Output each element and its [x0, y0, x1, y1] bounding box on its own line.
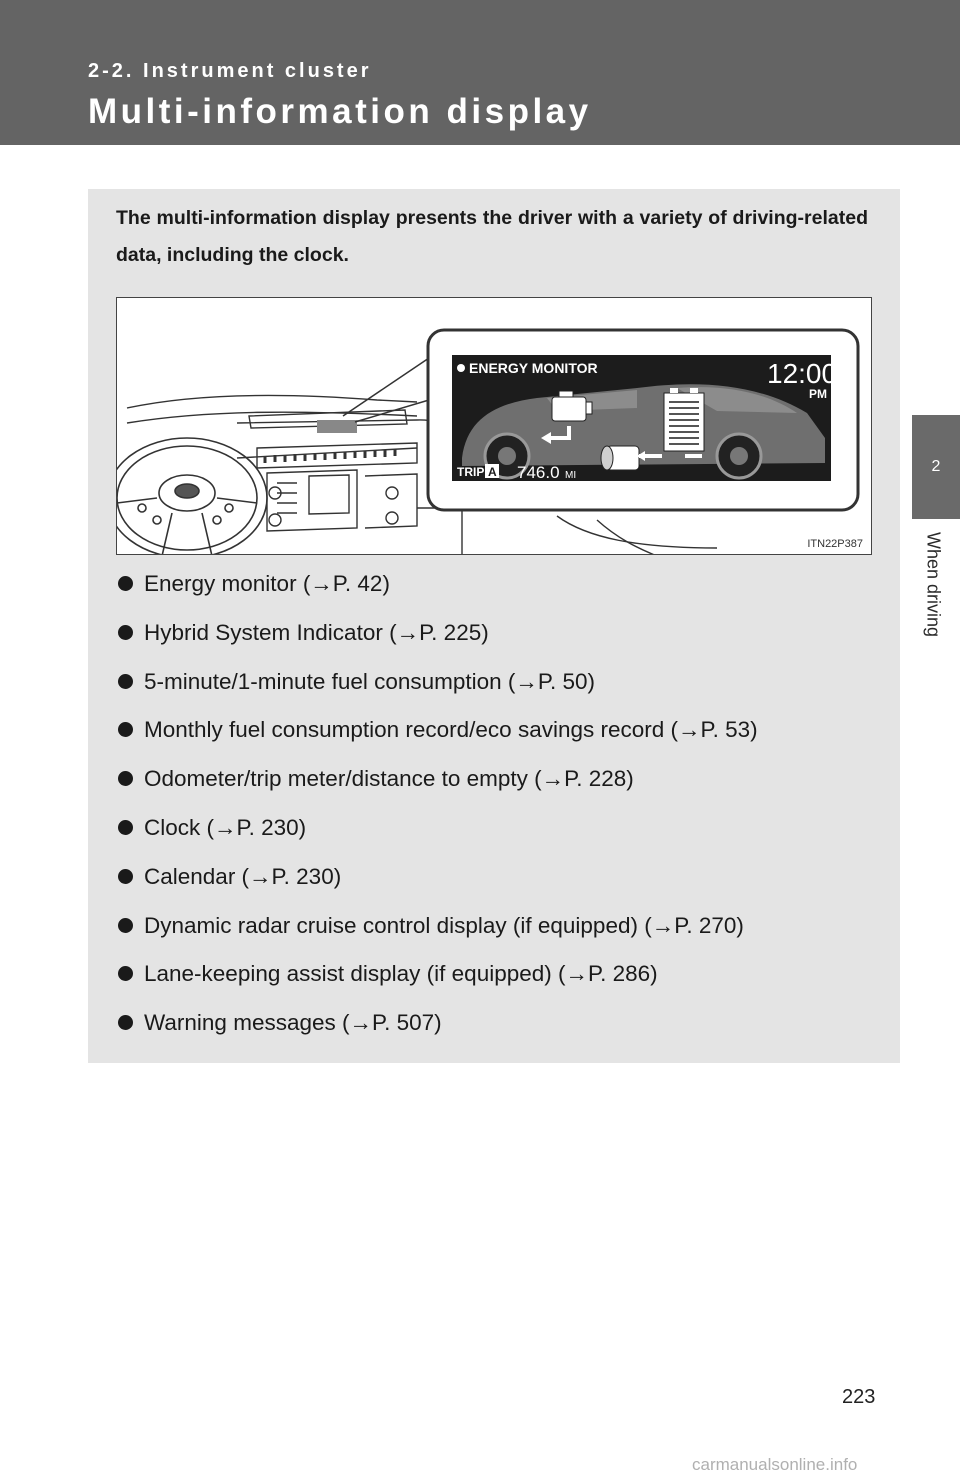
- list-item-text: Hybrid System Indicator (→P. 225): [144, 619, 489, 645]
- trip-value: 746.0: [517, 463, 560, 482]
- chapter-label-container: [906, 522, 960, 682]
- list-item: [118, 757, 878, 806]
- bullet-icon: [118, 1015, 133, 1030]
- list-item: [118, 1001, 878, 1050]
- bullet-icon: [118, 576, 133, 591]
- bullet-icon: [118, 722, 133, 737]
- list-item: [118, 952, 878, 1001]
- list-item-text: 5-minute/1-minute fuel consumption (→P. 50): [144, 668, 596, 694]
- list-item: [118, 806, 878, 855]
- list-item: [118, 904, 878, 953]
- chapter-label: When driving: [923, 532, 944, 638]
- screen-indicator-dot: [457, 364, 465, 372]
- page-header: [0, 0, 960, 145]
- screen-time: 12:00: [767, 358, 838, 389]
- bullet-icon: [118, 966, 133, 981]
- figure-code: ITN22P387: [807, 538, 863, 550]
- screen-ampm: PM: [809, 387, 827, 401]
- list-item: [118, 855, 878, 904]
- screen-title: ENERGY MONITOR: [469, 360, 598, 376]
- bullet-icon: [118, 869, 133, 884]
- list-item-text: Monthly fuel consumption record/eco savings record (→P. 53): [144, 717, 758, 743]
- vent-grille: [265, 449, 395, 463]
- display-slot: [317, 420, 357, 433]
- trip-letter: A: [488, 465, 497, 479]
- list-item-text: Warning messages (→P. 507): [144, 1010, 442, 1036]
- list-item: [118, 611, 878, 660]
- list-item-text: Odometer/trip meter/distance to empty (→P. 228): [144, 766, 634, 792]
- list-item: [118, 708, 878, 757]
- bullet-icon: [118, 771, 133, 786]
- bullet-icon: [118, 674, 133, 689]
- feature-list: [118, 562, 878, 1050]
- intro-text: The multi-information display presents the driver with a variety of driving-related data, including the clock.: [116, 207, 868, 266]
- bullet-icon: [118, 918, 133, 933]
- page-title: Multi-information display: [88, 92, 592, 131]
- steering-wheel-icon: [117, 438, 267, 555]
- trip-unit: MI: [565, 470, 577, 481]
- list-item-text: Energy monitor (→P. 42): [144, 571, 390, 596]
- battery-icon: [664, 388, 704, 451]
- list-item-text: Clock (→P. 230): [144, 814, 307, 840]
- section-label: 2-2. Instrument cluster: [88, 60, 372, 82]
- list-item: [118, 562, 878, 611]
- page-number: 223: [842, 1386, 876, 1408]
- chapter-tab[interactable]: 2: [912, 415, 960, 519]
- list-item-text: Calendar (→P. 230): [144, 863, 342, 889]
- list-item-text: Lane-keeping assist display (if equipped) (→P. 286): [144, 961, 658, 987]
- watermark: carmanualsonline.info: [692, 1455, 858, 1474]
- list-item-text: Dynamic radar cruise control display (if equipped) (→P. 270): [144, 912, 744, 938]
- dashboard-drawing: [117, 298, 872, 555]
- dashboard-illustration: [116, 297, 872, 555]
- list-item: [118, 660, 878, 709]
- motor-icon: [601, 446, 639, 470]
- bullet-icon: [118, 820, 133, 835]
- bullet-icon: [118, 625, 133, 640]
- trip-label: TRIP: [457, 465, 485, 479]
